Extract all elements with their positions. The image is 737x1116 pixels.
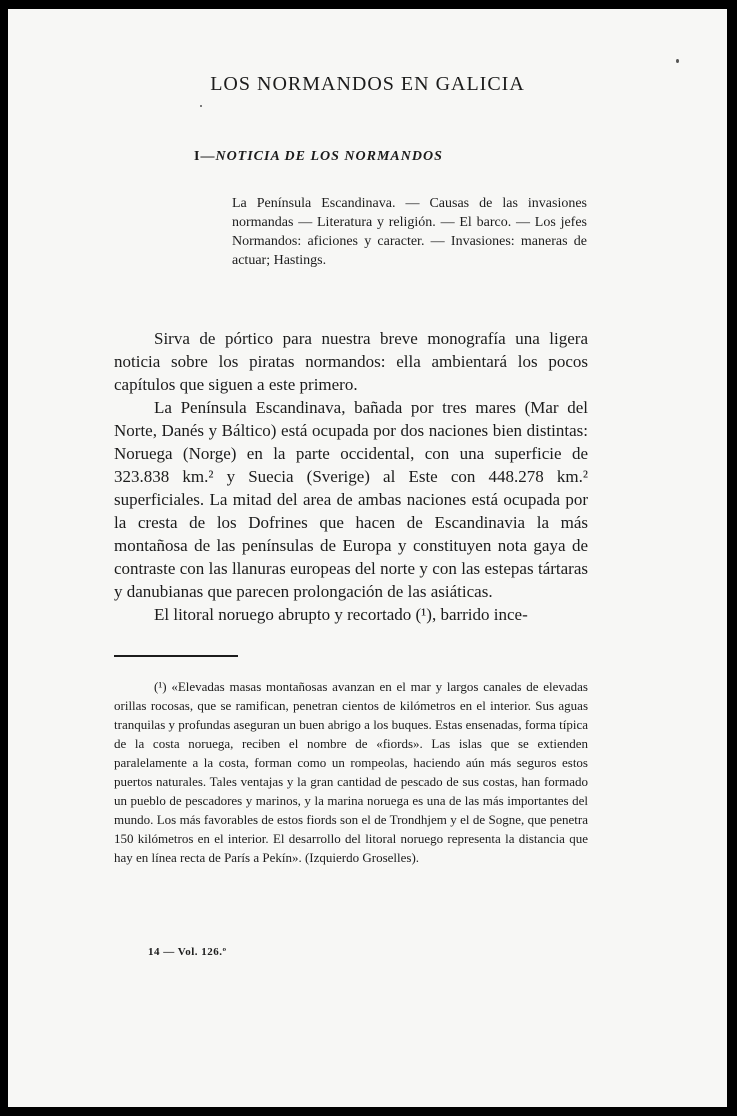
paragraph: El litoral noruego abrupto y recortado (¹), barrido ince- xyxy=(154,605,528,624)
chapter-title: LOS NORMANDOS EN GALICIA xyxy=(210,73,525,95)
footnote-divider xyxy=(114,655,238,657)
section-title: NOTICIA DE LOS NORMANDOS xyxy=(215,149,443,164)
section-number: I xyxy=(194,149,201,164)
scan-speck xyxy=(676,59,679,63)
section-heading xyxy=(194,149,443,165)
section-separator: — xyxy=(200,149,216,164)
folio-signature: 14 — Vol. 126.º xyxy=(148,946,227,958)
scan-speck xyxy=(200,105,202,107)
chapter-summary: La Península Escandinava. — Causas de las invasiones normandas — Literatura y religión. — El barco. — Los jefes Normandos: aficiones y caracter. — Invasiones: maneras de actuar; Hastings. xyxy=(232,196,587,268)
paragraph: Sirva de pórtico para nuestra breve monografía una ligera noticia sobre los piratas normandos: ella ambientará los pocos capítulos que siguen a este primero. xyxy=(114,329,588,394)
footnote: (¹) «Elevadas masas montañosas avanzan en el mar y largos canales de elevadas orillas rocosas, que se ramifican, penetran cientos de kilómetros en el interior. Sus aguas tranquilas y profundas aseguran un buen abrigo a los buques. Estas ensenadas, forma típica de la costa noruega, reciben el nombre de «fiords». Las islas que se extienden paralelamente a la costa, forman como un rompeolas, haciendo aún más seguros estos puertos naturales. Tales ventajas y la gran cantidad de pescado de sus costas, han formado un pueblo de pescadores y marinos, y la marina noruega es una de las más importantes del mundo. Los más favorables de estos fiords son el de Trondhjem y el de Sogne, que penetra 150 kilómetros en el interior. El desarrollo del litoral noruego representa la distancia que hay en línea recta de París a Pekín». (Izquierdo Groselles). xyxy=(114,679,589,865)
body-text xyxy=(114,327,588,626)
book-page xyxy=(8,9,727,1107)
paragraph: La Península Escandinava, bañada por tres mares (Mar del Norte, Danés y Báltico) está ocupada por dos naciones bien distintas: Noruega (Norge) en la parte occidental, con una superficie de 323.838 km.² y Suecia (Sverige) al Este con 448.278 km.² superficiales. La mitad del area de ambas naciones está ocupada por la cresta de los Dofrines que hacen de Escandinavia la más montañosa de las penínsulas de Europa y constituyen nota gaya de contraste con las llanuras europeas del norte y con las estepas tártaras y danubianas que parecen prolongación de las asiáticas. xyxy=(114,398,588,601)
